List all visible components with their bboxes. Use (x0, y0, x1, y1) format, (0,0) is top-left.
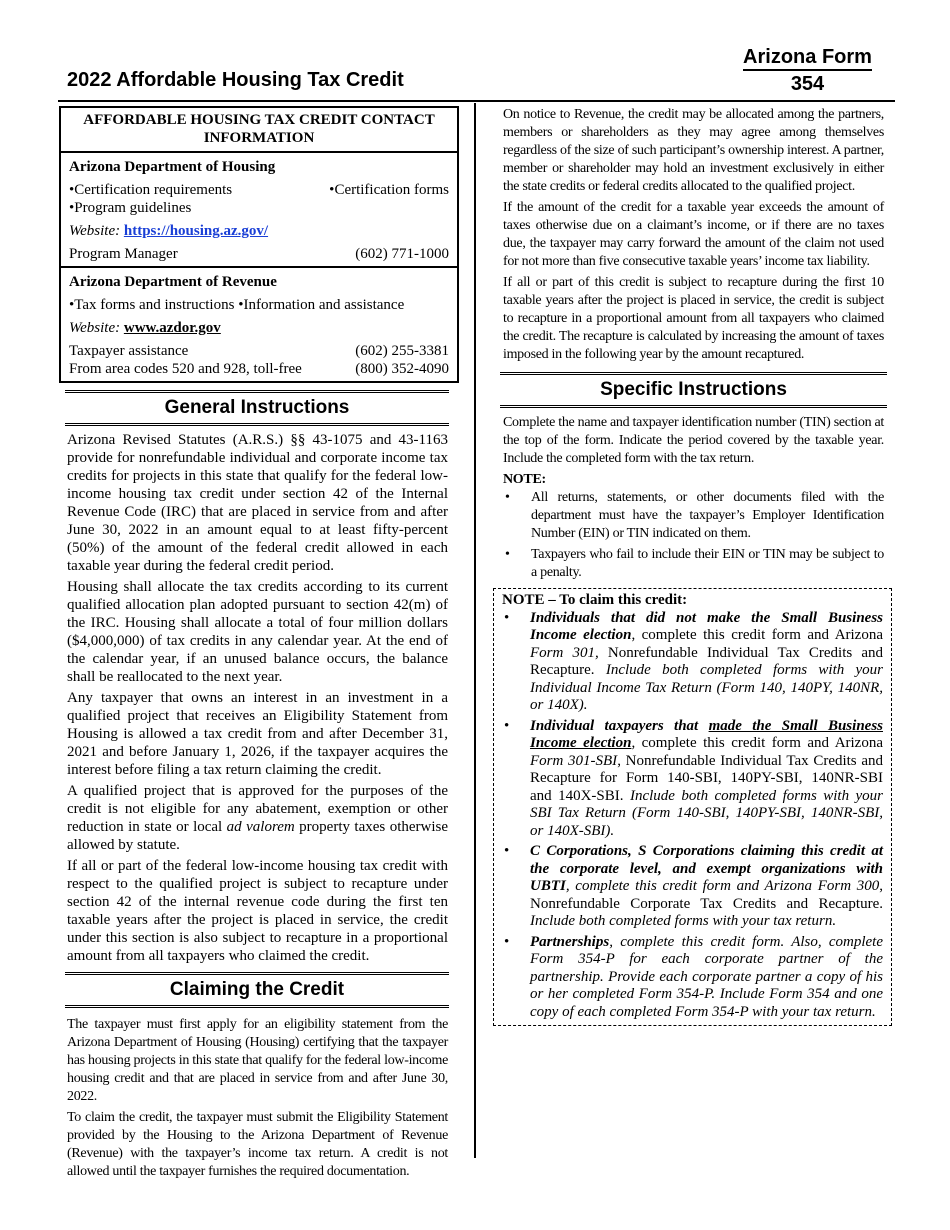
claiming-paragraph: If the amount of the credit for a taxable year exceeds the amount of taxes otherwise due on a claimant’s income, or if there are no taxes due, the taxpayer may carry forward the amount of the claim not used for not more than five consecutive taxable years’ income tax liability. (503, 200, 884, 269)
housing-bullet-2: •Certification forms (329, 182, 449, 198)
housing-dept-name: Arizona Department of Housing (69, 159, 276, 175)
contact-box-title: AFFORDABLE HOUSING TAX CREDIT CONTACT INFORMATION (61, 108, 457, 153)
taxpayer-assistance-phone: (602) 255-3381 (355, 343, 449, 359)
general-instructions-body (67, 431, 448, 965)
claiming-credit-heading: Claiming the Credit (65, 972, 449, 1008)
header-rule (58, 100, 895, 102)
general-paragraph: Arizona Revised Statutes (A.R.S.) §§ 43-1075 and 43-1163 provide for nonrefundable individual and corporate income tax credits for projects in this state that qualify for the federal low-income housing tax credit under section 42 of the Internal Revenue Code (IRC) that are placed in service from and after June 30, 2022 in an amount equal to at least fifty-percent (50%) of the amount of the federal credit allowed in each taxable year during the federal credit period. (67, 432, 448, 574)
note-label: NOTE: (503, 472, 546, 487)
specific-instructions-body (503, 414, 884, 582)
revenue-website-row (69, 319, 449, 337)
revenue-dept-name: Arizona Department of Revenue (69, 274, 277, 290)
page-title: 2022 Affordable Housing Tax Credit (67, 69, 404, 91)
program-manager-label: Program Manager (69, 246, 178, 262)
housing-bullet-3: •Program guidelines (69, 200, 192, 216)
website-label: Website: (69, 223, 121, 239)
housing-website-link[interactable]: https://housing.az.gov/ (123, 223, 269, 239)
housing-contact (61, 153, 457, 266)
claim-note-list (502, 610, 883, 1022)
housing-website-row (69, 222, 449, 240)
taxpayer-assistance-row (69, 342, 449, 360)
claiming-paragraph: To claim the credit, the taxpayer must submit the Eligibility Statement provided by the Housing to the Arizona Department of Revenue (Revenue) with the taxpayer’s income tax return. A credit is not allowed until the taxpayer furnishes the required documentation. (67, 1110, 448, 1179)
revenue-bullets: •Tax forms and instructions •Information and assistance (69, 297, 405, 313)
form-label: Arizona Form (743, 45, 872, 71)
general-paragraph: Any taxpayer that owns an interest in an investment in a qualified project that receives an Eligibility Statement from Housing is allowed a tax credit from and after December 31, 2021 and before January 1, 2026, if the taxpayer acquires the interest before filing a tax return claiming the credit. (67, 690, 448, 778)
claiming-paragraph: On notice to Revenue, the credit may be allocated among the partners, members or shareholders as they may agree among themselves regardless of the size of such participant’s ownership interest. A partner, member or shareholder may hold an investment exclusively in either the state credits or federal credits allocated to the qualified project. (503, 107, 884, 194)
revenue-website-link[interactable]: www.azdor.gov (123, 320, 221, 336)
specific-paragraph: Complete the name and taxpayer identification number (TIN) section at the top of the form. Indicate the period covered by the taxable year. Include the completed form with the tax return. (503, 415, 884, 466)
right-column (503, 106, 884, 1026)
claim-note-item: • C Corporations, S Corporations claiming this credit at the corporate level, and exempt organizations with UBTI, complete this credit form and Arizona Form 300, Nonrefundable Corporate Tax Credits and Recapture. Include both completed forms with your tax return. (502, 843, 883, 931)
program-manager-phone: (602) 771-1000 (355, 246, 449, 262)
revenue-contact (61, 266, 457, 381)
toll-free-row (69, 360, 449, 378)
note-box-title: NOTE – To claim this credit: (502, 592, 688, 608)
claim-note-item: • Partnerships, complete this credit form. Also, complete Form 354-P for each corporate partner of the partnership. Provide each corporate partner a copy of his or her completed Form 354-P. Include Form 354 and one copy of each completed Form 354-P with your tax return. (502, 934, 883, 1022)
claiming-credit-continued (503, 106, 884, 364)
housing-bullets (69, 181, 449, 199)
form-number-value: 354 (790, 73, 825, 95)
specific-instructions-heading: Specific Instructions (500, 372, 887, 408)
column-divider (474, 103, 476, 1158)
claiming-credit-body (67, 1016, 448, 1181)
general-paragraph: A qualified project that is approved for the purposes of the credit is not eligible for any abatement, exemption or other reduction in state or local ad valorem property taxes otherwise allowed by statute. (67, 783, 449, 853)
claiming-paragraph: The taxpayer must first apply for an eligibility statement from the Arizona Department of Housing (Housing) certifying that the taxpayer has housing projects in this state that qualify for the federal low-income housing credit and that are placed in service from and after June 30, 2022. (67, 1017, 448, 1104)
general-paragraph: Housing shall allocate the tax credits according to its current qualified allocation plan adopted pursuant to section 42(m) of the IRC. Housing shall allocate a total of four million dollars ($4,000,000) of tax credits in any calendar year. At the end of the calendar year, if an unused balance occurs, the balance shall be reallocated to the next year. (67, 579, 448, 685)
left-column (58, 106, 458, 1181)
toll-free-phone: (800) 352-4090 (355, 361, 449, 377)
website-label: Website: (69, 320, 121, 336)
note-list (503, 489, 884, 582)
claim-note-item: • Individuals that did not make the Small Business Income election, complete this credit form and Arizona Form 301, Nonrefundable Individual Tax Credits and Recapture. Include both completed forms with your Individual Income Tax Return (Form 140, 140PY, 140NR, or 140X). (502, 610, 883, 715)
taxpayer-assistance-label: Taxpayer assistance (69, 343, 189, 359)
contact-info-box (59, 106, 459, 383)
program-manager-row (69, 245, 449, 263)
general-instructions-heading: General Instructions (65, 390, 449, 426)
housing-bullet-1: •Certification requirements (69, 182, 233, 198)
form-number (730, 44, 885, 98)
claiming-paragraph: If all or part of this credit is subject to recapture during the first 10 taxable years after the project is placed in service, the credit is subject to recapture in a proportional amount from all taxpayers who claimed the credit. The recapture is calculated by increasing the amount of taxes imposed in the following year by the amount recaptured. (503, 275, 884, 362)
claim-note-box (493, 588, 892, 1026)
general-paragraph: If all or part of the federal low-income housing tax credit with respect to the qualified project is subject to recapture under section 42 of the internal revenue code during the first ten taxable years after the project is placed in service, the credit under this section is also subject to recapture in a proportional amount from all taxpayers who claimed the credit. (67, 858, 448, 964)
claim-note-item: • Individual taxpayers that made the Small Business Income election, complete this credit form and Arizona Form 301-SBI, Nonrefundable Individual Tax Credits and Recapture for Form 140-SBI, 140PY-SBI, 140NR-SBI and 140X-SBI. Include both completed forms with your SBI Tax Return (Form 140-SBI, 140PY-SBI, 140NR-SBI, or 140X-SBI). (502, 718, 883, 841)
note-item: • All returns, statements, or other documents filed with the department must have the taxpayer’s Employer Identification Number (EIN) or TIN indicated on them. (503, 489, 884, 543)
toll-free-label: From area codes 520 and 928, toll-free (69, 361, 302, 377)
note-item: • Taxpayers who fail to include their EIN or TIN may be subject to a penalty. (503, 546, 884, 582)
